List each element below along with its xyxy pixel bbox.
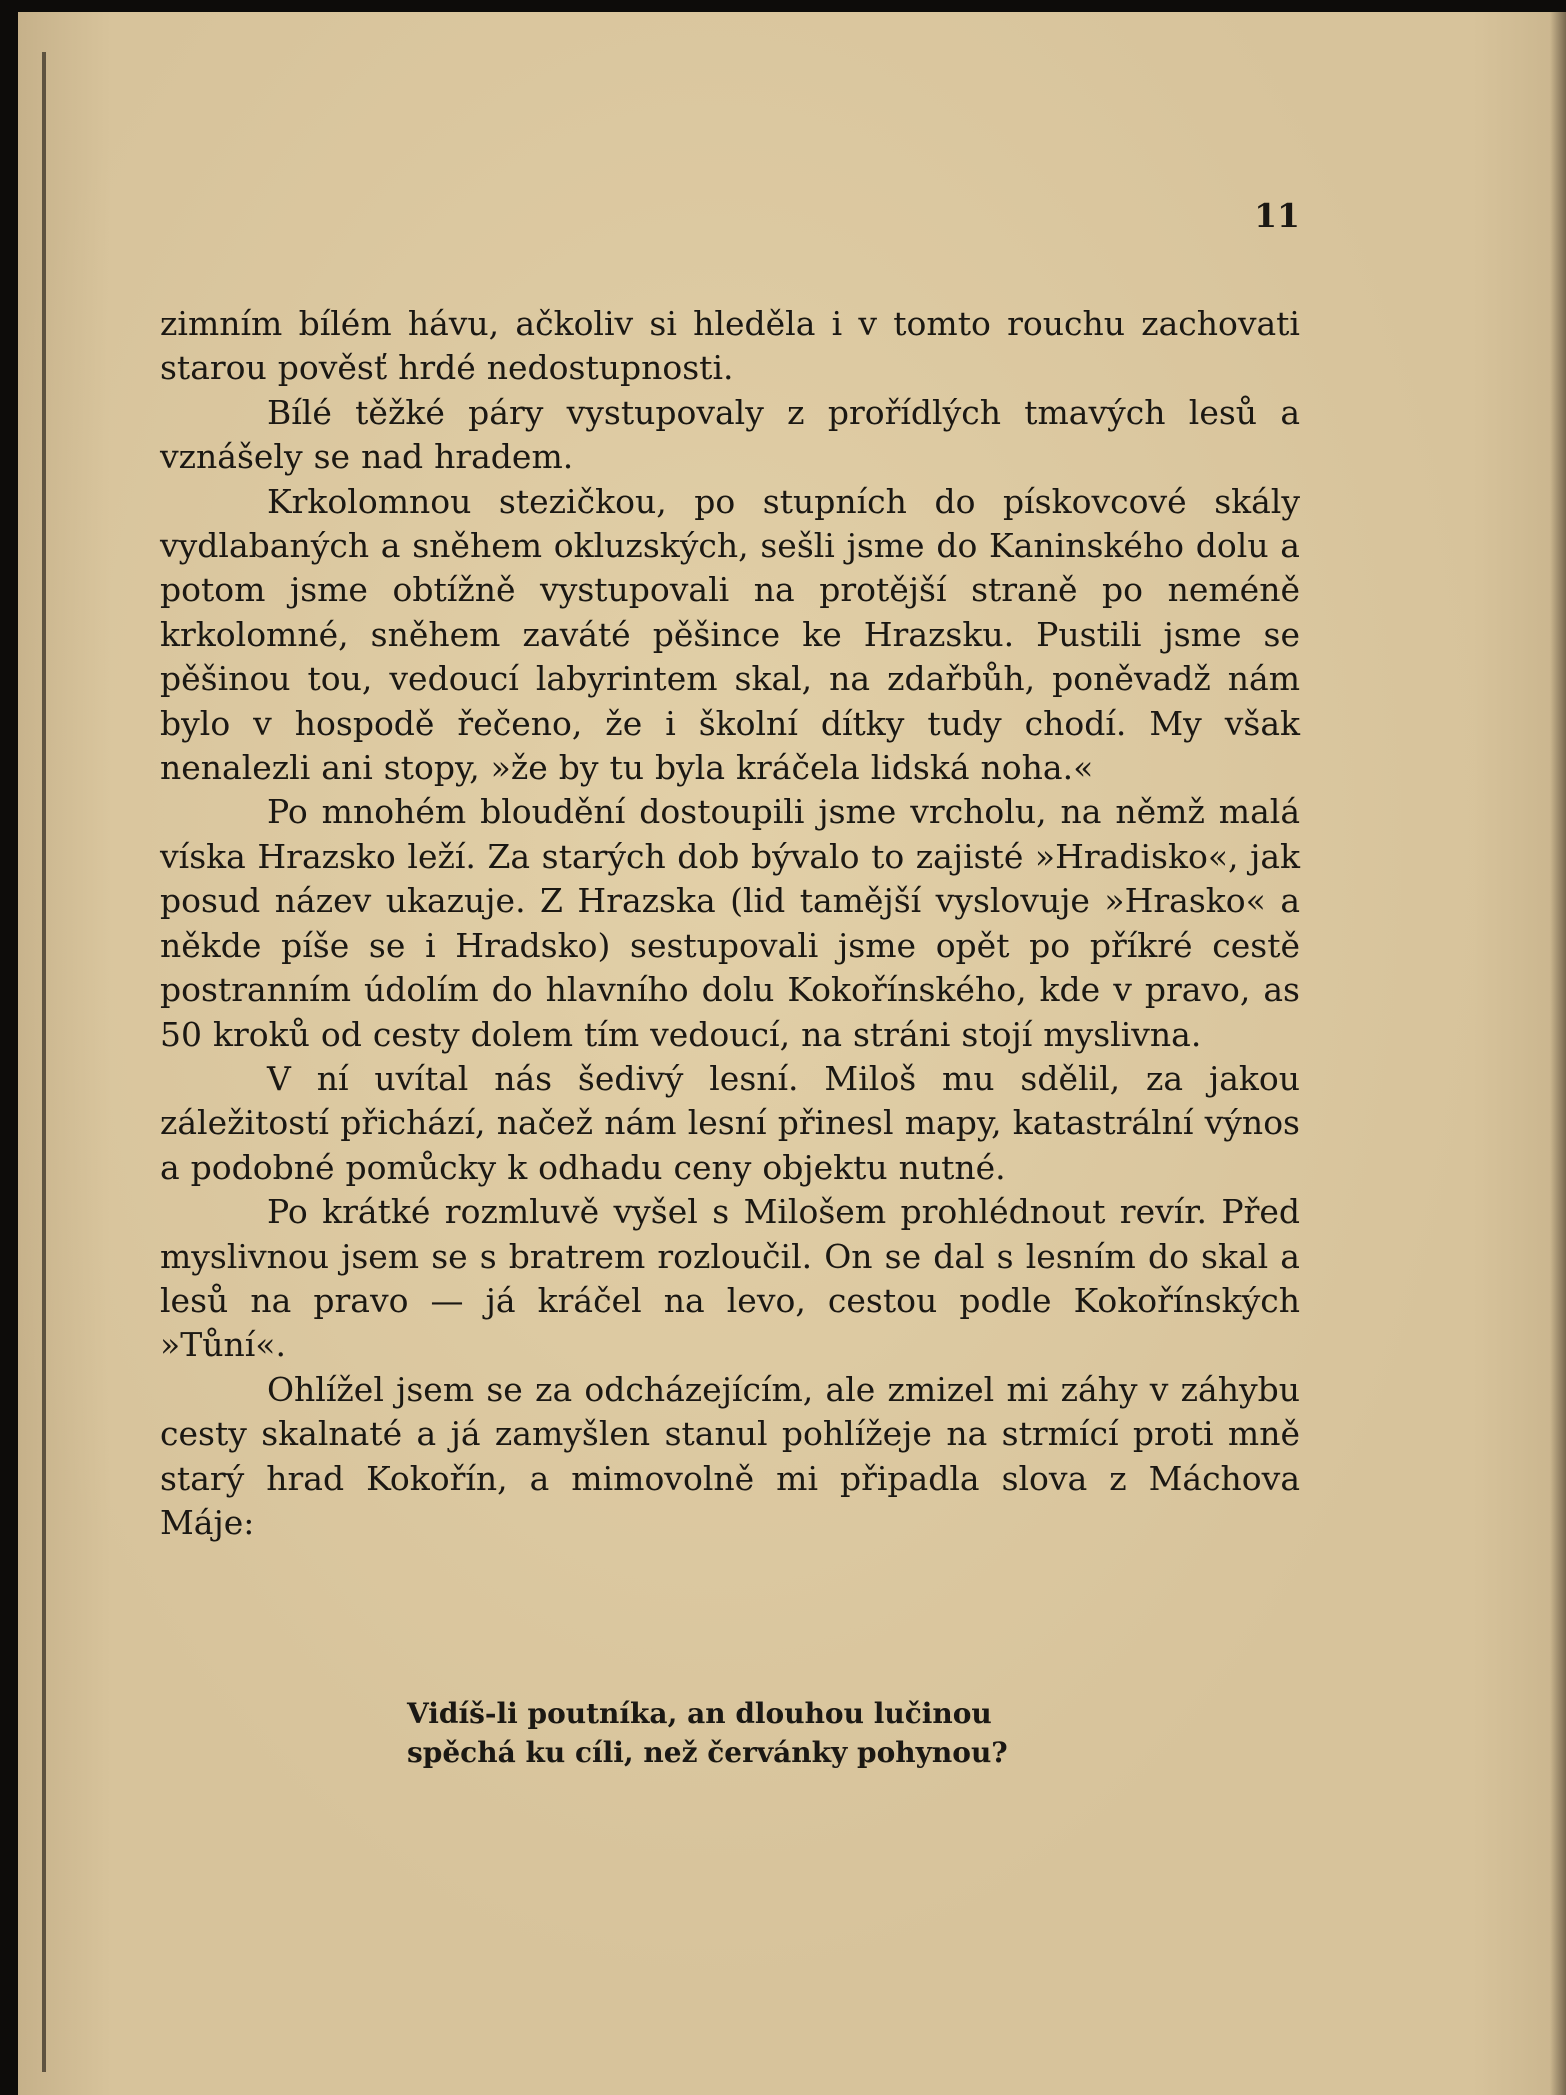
paragraph: V ní uvítal nás šedivý lesní. Miloš mu sdělil, za jakou záležitostí přichází, načež nám lesní přinesl mapy, katastrální výnos a podobné pomůcky k odhadu ceny objektu nutné.	[160, 1058, 1300, 1187]
page-edge-shadow	[1550, 12, 1566, 2095]
paragraph: Po mnohém bloudění dostoupili jsme vrcholu, na němž malá víska Hrazsko leží. Za starých dob bývalo to zajisté »Hradisko«, jak posud název ukazuje. Z Hrazska (lid tamější vyslovuje »Hrasko« a někde píše se i Hradsko) sestupovali jsme opět po příkré cestě postranním údolím do hlavního dolu Kokořínského, kde v pravo, as 50 kroků od cesty dolem tím vedoucí, na stráni stojí myslivna.	[160, 792, 1300, 1054]
paragraph: Krkolomnou stezičkou, po stupních do pískovcové skály vydlabaných a sněhem okluzských, sešli jsme do Kaninského dolu a potom jsme obtížně vystupovali na protější straně po neméně krkolomné, sněhem zaváté pěšince ke Hrazsku. Pustili jsme se pěšinou tou, vedoucí labyrintem skal, na zdařbůh, poněvadž nám bylo v hospodě řečeno, že i školní dítky tudy chodí. My však nenalezli ani stopy, »že by tu byla kráčela lidská noha.«	[160, 481, 1300, 788]
verse-line: spěchá ku cíli, než červánky pohynou?	[407, 1736, 1008, 1769]
paragraph: Ohlížel jsem se za odcházejícím, ale zmizel mi záhy v záhybu cesty skalnaté a já zamyšlen stanul pohlížeje na strmící proti mně starý hrad Kokořín, a mimovolně mi připadla slova z Máchova Máje:	[160, 1369, 1300, 1542]
binding-edge-line	[42, 52, 46, 2072]
paragraph: Bílé těžké páry vystupovaly z prořídlých tmavých lesů a vznášely se nad hradem.	[160, 392, 1300, 477]
paragraph: Po krátké rozmluvě vyšel s Milošem prohlédnout revír. Před myslivnou jsem se s bratrem rozloučil. On se dal s lesním do skal a lesů na pravo — já kráčel na levo, cestou podle Kokořínských »Tůní«.	[160, 1192, 1300, 1365]
page-number: 11	[1254, 196, 1300, 235]
verse-line: Vidíš-li poutníka, an dlouhou lučinou	[407, 1697, 992, 1730]
body-text	[160, 302, 1300, 1545]
verse-quote	[407, 1694, 1307, 1772]
paragraph-continuation: zimním bílém hávu, ačkoliv si hleděla i v tomto rouchu zachovati starou pověsť hrdé nedostupnosti.	[160, 304, 1300, 388]
